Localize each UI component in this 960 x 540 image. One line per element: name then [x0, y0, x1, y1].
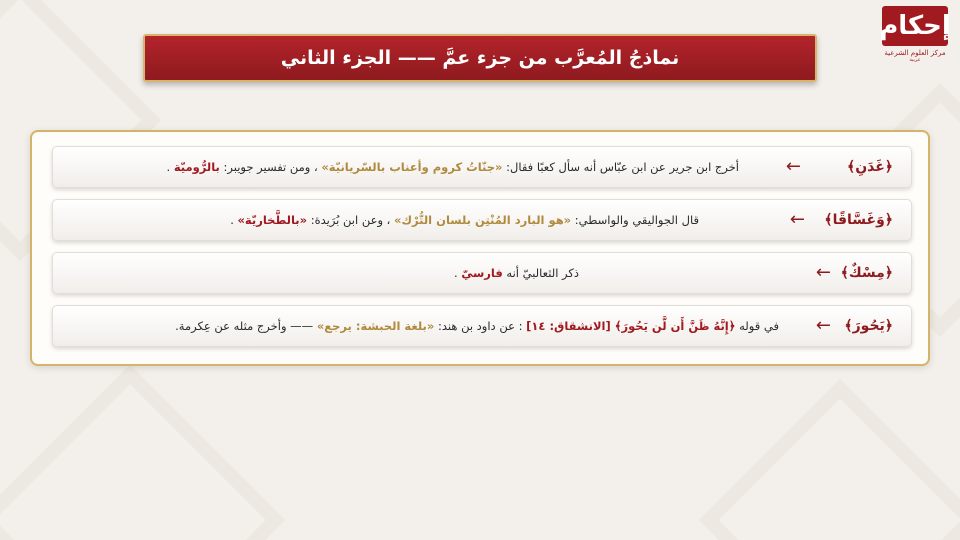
brand-logo	[880, 6, 950, 70]
background-ornament	[0, 364, 286, 540]
content-panel	[30, 130, 930, 366]
entry-text-part: قال الجواليقي والواسطي:	[571, 213, 699, 227]
logo-subtitle: مركز العلوم الشرعية	[884, 49, 946, 57]
logo-mark: إحكام	[882, 6, 948, 46]
logo-subtitle-2: عربية	[909, 57, 921, 63]
arrow-left-icon: ←	[815, 262, 831, 283]
entry-highlight: فارسيّ	[461, 266, 503, 280]
entry-row	[52, 305, 912, 347]
entry-highlight: ﴿إِنَّهُ ظَنَّ أَن لَّن يَحُورَ﴾ [الانشقاق: ١٤]	[526, 319, 736, 333]
entry-highlight: «بالطَّخاريّة»	[237, 213, 308, 227]
arrow-left-icon: ←	[789, 209, 805, 230]
entry-row	[52, 146, 912, 188]
entry-highlight: «هو البارد المُنْتِن بلسان التُّرْك»	[394, 213, 572, 227]
entry-word: ﴿غَدَنِ﴾	[846, 159, 893, 175]
entry-highlight: بالرُّوميّة	[173, 160, 220, 174]
entry-text-part: .	[454, 266, 462, 280]
entry-text-part: ، وعن ابن بُرَيدة:	[307, 213, 395, 227]
entry-row	[52, 199, 912, 241]
entry-text	[454, 266, 579, 280]
entry-text-part: أخرج ابن جرير عن ابن عبّاس أنه سأل كعبًا فقال:	[502, 160, 739, 174]
entry-text-part: .	[230, 213, 238, 227]
arrow-left-icon: ←	[815, 315, 831, 336]
arrow-left-icon: ←	[785, 156, 801, 177]
entry-text-part: ، ومن تفسير جويبر:	[219, 160, 322, 174]
entry-highlight: «جنّاتُ كروم وأعناب بالسّريانيّة»	[321, 160, 503, 174]
entry-text-part: في قوله	[735, 319, 779, 333]
entry-row	[52, 252, 912, 294]
entry-word: ﴿مِسْكٌ﴾	[840, 265, 893, 281]
entry-word: ﴿يَحُورَ﴾	[844, 318, 893, 334]
entry-text	[230, 213, 699, 227]
entry-word: ﴿وَغَسَّاقًا﴾	[824, 212, 893, 228]
slide-title: نماذجُ المُعرَّب من جزء عمَّ —— الجزء الثاني	[280, 47, 680, 69]
entry-text	[167, 160, 739, 174]
entry-highlight: «بلغة الحبشة: يرجع»	[316, 319, 435, 333]
entry-text-part: —— وأخرج مثله عن عِكرمة.	[175, 319, 317, 333]
title-banner	[143, 34, 817, 82]
entry-text-part: : عن داود بن هند:	[434, 319, 527, 333]
entry-text	[175, 319, 779, 333]
entry-text-part: ذكر الثعالبيّ أنه	[502, 266, 579, 280]
background-ornament	[699, 379, 960, 540]
entry-text-part: .	[166, 160, 174, 174]
